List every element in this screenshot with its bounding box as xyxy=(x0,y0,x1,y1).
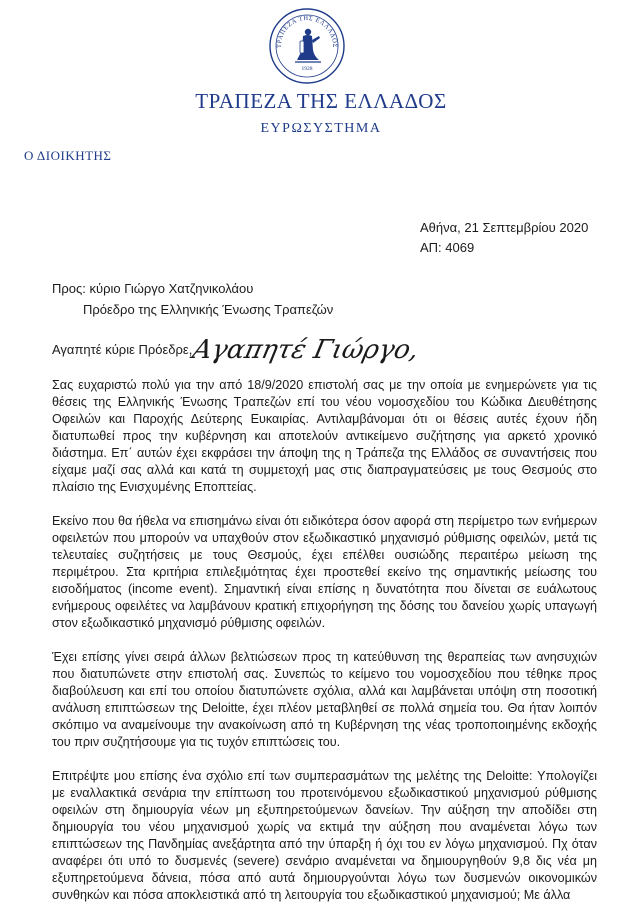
seal-text: ΤΡΑΠΕΖΑ ΤΗΣ ΕΛΛΑΔΟΣ xyxy=(275,14,339,49)
body-paragraph: Σας ευχαριστώ πολύ για την από 18/9/2020 επιστολή σας με την οποία με ενημερώνετε για τις θέσεις της Ελληνικής Ένωσης Τραπεζών επί του νέου νομοσχεδίου του Κώδικα Διευθέτησης Οφειλών και Παροχής Δεύτερης Ευκαιρίας. Αντιλαμβάνομαι ότι οι θέσεις αυτές έχουν ήδη διατυπωθεί προς την κυβέρνηση και αποτελούν αντικείμενο συζήτησης για αρκετό χρονικό διάστημα. Επ΄ αυτών έχει εκφράσει την άποψη της η Τράπεζα της Ελλάδος σε συναντήσεις που είχαμε μαζί σας αλλά και κατά τη συμμετοχή μας στις διαπραγματεύσεις με τους Θεσμούς στο πλαίσιο της Ενισχυμένης Εποπτείας. xyxy=(52,378,597,494)
recipient-name: Προς: κύριο Γιώργο Χατζηνικολάου xyxy=(52,281,254,296)
recipient-block xyxy=(52,278,333,320)
handwritten-greeting xyxy=(189,322,422,377)
reference-number: ΑΠ: 4069 xyxy=(420,240,475,255)
eurosystem-label: ΕΥΡΩΣΥΣΤΗΜΑ xyxy=(260,121,382,136)
handwritten-greeting-text: Αγαπητέ Γιώργο, xyxy=(189,335,422,365)
recipient-title: Πρόεδρο της Ελληνικής Ένωσης Τραπεζών xyxy=(83,302,334,317)
letter-body xyxy=(52,377,597,921)
place-date: Αθήνα, 21 Σεπτεμβρίου 2020 xyxy=(420,220,589,235)
salutation: Αγαπητέ κύριε Πρόεδρε, xyxy=(52,342,193,357)
bank-name: ΤΡΑΠΕΖΑ ΤΗΣ ΕΛΛΑΔΟΣ xyxy=(195,89,447,113)
seal-year: 1928 xyxy=(301,66,313,72)
governor-office-label: Ο ΔΙΟΙΚΗΤΗΣ xyxy=(24,148,112,163)
body-paragraph: Επιτρέψτε μου επίσης ένα σχόλιο επί των συμπερασμάτων της μελέτης της Deloitte: Υπολογίζει με εναλλακτικά σενάρια την επίπτωση του προτεινόμενου εξωδικαστικού μηχανισμού ρύθμισης οφειλών στη δημιουργία νέων μη εξυπηρετούμενων δανείων. Την αύξηση την αποδίδει στη δημιουργία του νέου μηχανισμού χωρίς να εκτιμά την αύξηση που αναμένεται λόγω των επιπτώσεων της Πανδημίας ανεξάρτητα από την ύπαρξη ή όχι του εν λόγω μηχανισμού. Πχ όταν αναφέρει ότι υπό το δυσμενές (severe) σενάριο αναμένεται να δημιουργηθούν 9,8 δις νέα μη εξυπηρετούμενα δάνεια, πόσα από αυτά δημιουργούνται λόγω των δυσμενών οικονομικών συνθηκών και πόσα αποκλειστικά από τη λειτουργία του εξωδικαστικού μηχανισμού; Με άλλα xyxy=(52,769,597,902)
body-paragraph: Έχει επίσης γίνει σειρά άλλων βελτιώσεων προς τη κατεύθυνση της θεραπείας των ανησυχιών που διατυπώνετε στην επιστολή σας. Συνεπώς το κείμενο του νομοσχεδίου που τέθηκε προς διαβούλευση και επί του οποίου διατυπώνετε σχόλια, αλλά και λαμβάνεται υπόψη στη ποσοτική ανάλυση επιπτώσεων της Deloitte, έχει πλέον μεταβληθεί σε πολλά σημεία του. Θα ήταν λοιπόν σκόπιμο να αναμείνουμε την ανακοίνωση από τη Κυβέρνηση της νέας τροποποιημένης εκδοχής του πριν συζητήσουμε για τις τυχόν επιπτώσεις του. xyxy=(52,650,597,749)
bank-seal-logo xyxy=(267,6,347,86)
body-paragraph: Εκείνο που θα ήθελα να επισημάνω είναι ότι ειδικότερα όσον αφορά στη περίμετρο των ενήμερων οφειλετών που μπορούν να υπαχθούν στον εξωδικαστικό μηχανισμό ρύθμισης οφειλών, μετά τις τελευταίες συζητήσεις με τους Θεσμούς, έχει επέλθει ουσιώδης περαιτέρω μείωση της περιμέτρου. Στα κριτήρια επιλεξιμότητας έχει προστεθεί εκείνο της σημαντικής μείωσης του εισοδήματος (income event). Σημαντική είναι επίσης η δυνατότητα που δίνεται σε ευάλωτους ενήμερους οφειλέτες να λαμβάνουν κρατική επιχορήγηση της δόσης του δανείου χωρίς υπαγωγή στον εξωδικαστικό μηχανισμό ρύθμισης οφειλών. xyxy=(52,514,597,630)
